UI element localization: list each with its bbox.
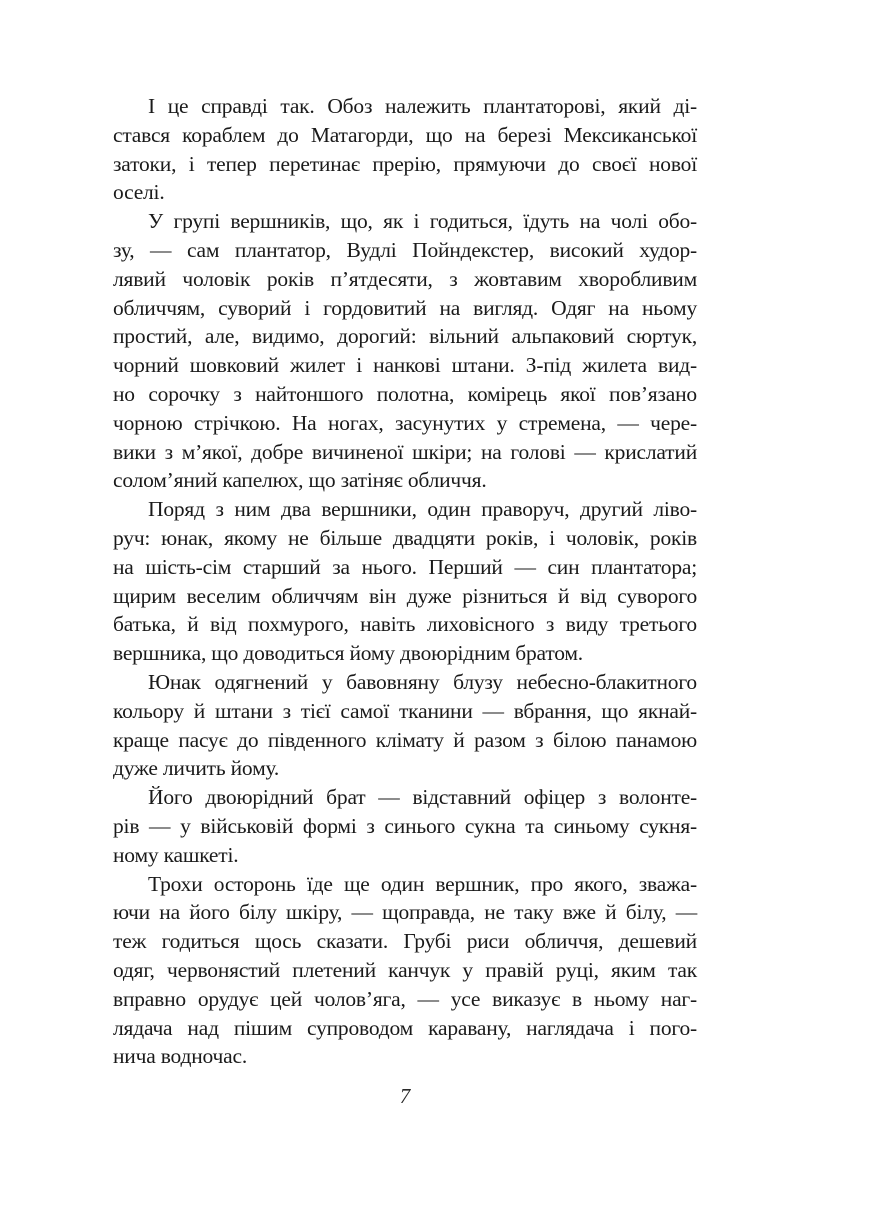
text-line: лявий чоловік років п’ятдесяти, з жовтавим хворобливим (113, 266, 697, 291)
paragraph (113, 92, 697, 207)
text-line: вершника, що доводиться йому двоюрідним братом. (113, 641, 583, 666)
text-line: рів — у військовій формі з синього сукна та синьому сукня- (113, 813, 697, 838)
text-line: Юнак одягнений у бавовняну блузу небесно-блакитного (148, 669, 697, 694)
text-line: затоки, і тепер перетинає прерію, прямуючи до своєї нової (113, 151, 697, 176)
text-line: солом’яний капелюх, що затіняє обличчя. (113, 468, 487, 493)
text-line: щирим веселим обличчям він дуже різниться й від суворого (113, 583, 697, 608)
text-line: зу, — сам плантатор, Вудлі Пойндекстер, високий худор- (113, 237, 697, 262)
page-number: 7 (399, 1084, 411, 1108)
text-line: чорною стрічкою. На ногах, засунутих у стремена, — чере- (113, 410, 697, 435)
text-line: У групі вершників, що, як і годиться, їдуть на чолі обо- (148, 209, 697, 234)
paragraph (113, 783, 697, 869)
text-line: Поряд з ним два вершники, один праворуч, другий ліво- (148, 497, 697, 522)
text-line: на шість-сім старший за нього. Перший — син плантатора; (113, 554, 697, 579)
text-line: руч: юнак, якому не більше двадцяти років, і чоловік, років (113, 525, 697, 550)
text-line: нича водночас. (113, 1044, 247, 1069)
text-line: одяг, червонястий плетений канчук у правій руці, яким так (113, 957, 697, 982)
text-block (113, 92, 697, 1071)
text-line: но сорочку з найтоншого полотна, комірець якої пов’язано (113, 381, 697, 406)
text-line: Трохи осторонь їде ще один вершник, про якого, зважа- (148, 871, 697, 896)
text-line: теж годиться щось сказати. Грубі риси обличчя, дешевий (113, 929, 697, 954)
text-line: простий, але, видимо, дорогий: вільний альпаковий сюртук, (113, 324, 697, 349)
text-line: ючи на його білу шкіру, — щоправда, не таку вже й білу, — (113, 900, 697, 925)
text-line: вправно орудує цей чолов’яга, — усе виказує в ньому наг- (113, 986, 697, 1011)
text-line: І це справді так. Обоз належить плантаторові, який ді- (148, 94, 697, 118)
text-line: кольору й штани з тієї самої тканини — вбрання, що якнай- (113, 698, 697, 723)
text-line: обличчям, суворий і гордовитий на вигляд. Одяг на ньому (113, 295, 697, 320)
text-line: стався кораблем до Матагорди, що на березі Мексиканської (113, 122, 697, 147)
text-line: чорний шовковий жилет і нанкові штани. З-під жилета вид- (113, 353, 697, 378)
text-line: оселі. (113, 180, 165, 205)
text-line: ному кашкеті. (113, 842, 239, 867)
text-line: дуже личить йому. (113, 756, 280, 781)
text-line: батька, й від похмурого, навіть лиховісного з виду третього (113, 612, 697, 637)
text-line: вики з м’якої, добре вичиненої шкіри; на голові — крислатий (113, 439, 697, 464)
paragraph (113, 870, 697, 1072)
paragraph (113, 668, 697, 783)
text-line: лядача над пішим супроводом каравану, наглядача і пого- (113, 1015, 697, 1040)
paragraph (113, 495, 697, 668)
text-line: Його двоюрідний брат — відставний офіцер з волонте- (148, 785, 697, 810)
paragraph (113, 207, 697, 495)
text-line: краще пасує до південного клімату й разом з білою панамою (113, 727, 697, 752)
